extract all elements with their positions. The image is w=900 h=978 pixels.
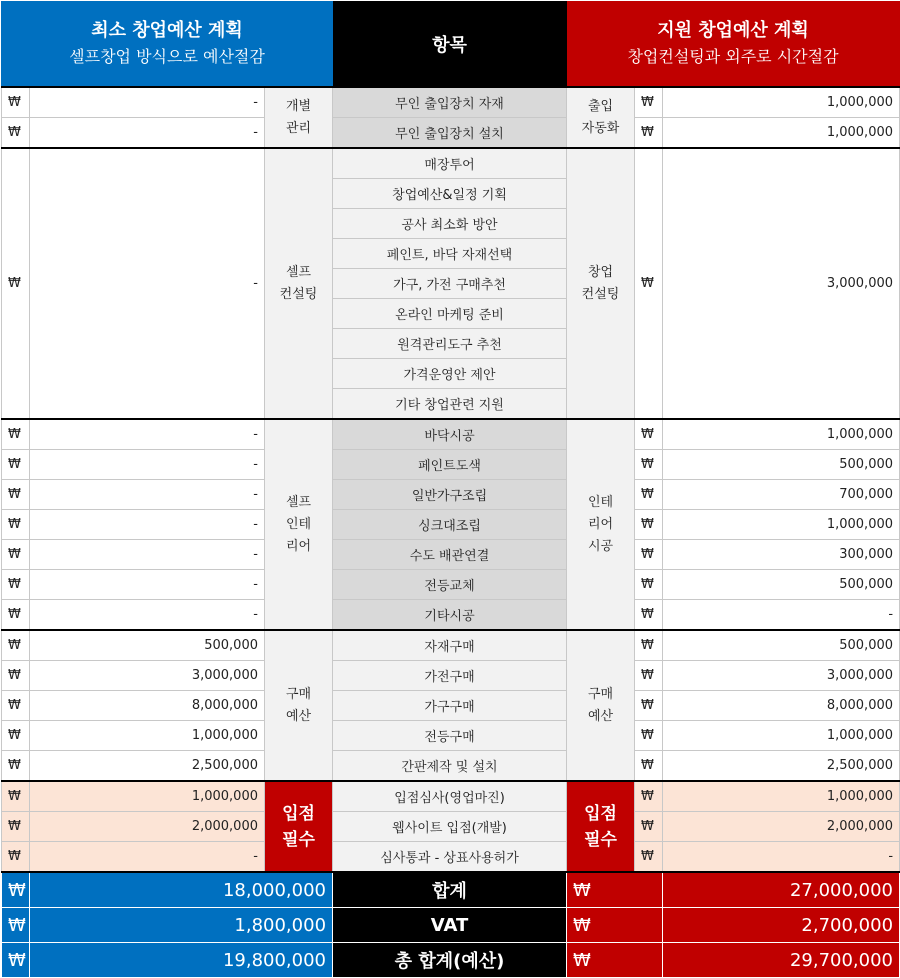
item-name: 가구구매: [333, 691, 567, 721]
left-amount: -: [30, 600, 265, 631]
right-currency: ₩: [635, 540, 663, 570]
table-row: [2, 600, 900, 631]
item-name: 매장투어: [333, 148, 567, 179]
right-currency: ₩: [635, 510, 663, 540]
item-name: 심사통과 - 상표사용허가: [333, 842, 567, 873]
item-name: 페인트, 바닥 자재선택: [333, 239, 567, 269]
table-row: [2, 450, 900, 480]
left-currency: ₩: [2, 630, 30, 661]
left-amount: -: [30, 419, 265, 450]
left-amount: -: [30, 842, 265, 873]
left-currency: ₩: [2, 812, 30, 842]
table-row: [2, 751, 900, 782]
right-total-amount: 27,000,000: [663, 872, 900, 908]
right-currency: ₩: [635, 450, 663, 480]
right-currency: ₩: [635, 691, 663, 721]
item-name: 기타시공: [333, 600, 567, 631]
left-plan-title: 최소 창업예산 계획: [91, 20, 243, 41]
right-currency: ₩: [635, 721, 663, 751]
item-name: 수도 배관연결: [333, 540, 567, 570]
left-plan-header: [2, 2, 333, 88]
table-row: [2, 87, 900, 118]
left-amount: -: [30, 87, 265, 118]
table-row: [2, 570, 900, 600]
left-currency: ₩: [2, 721, 30, 751]
right-amount: 300,000: [663, 540, 900, 570]
left-total-currency: ₩: [2, 943, 30, 978]
table-row: [2, 148, 900, 179]
table-row: [2, 721, 900, 751]
table-row: [2, 812, 900, 842]
right-amount: 1,000,000: [663, 419, 900, 450]
right-amount: 3,000,000: [663, 661, 900, 691]
left-currency: ₩: [2, 510, 30, 540]
table-row: [2, 781, 900, 812]
item-name: 원격관리도구 추천: [333, 329, 567, 359]
right-amount: 500,000: [663, 450, 900, 480]
table-row: [2, 540, 900, 570]
right-amount: -: [663, 842, 900, 873]
left-amount: 2,500,000: [30, 751, 265, 782]
item-name: 무인 출입장치 설치: [333, 118, 567, 149]
right-amount: -: [663, 600, 900, 631]
right-amount: 1,000,000: [663, 510, 900, 540]
table-row: [2, 842, 900, 873]
budget-table: [1, 1, 900, 978]
right-amount: 1,000,000: [663, 87, 900, 118]
right-amount: 700,000: [663, 480, 900, 510]
right-currency: ₩: [635, 600, 663, 631]
left-amount: 8,000,000: [30, 691, 265, 721]
left-currency: ₩: [2, 751, 30, 782]
left-currency: ₩: [2, 419, 30, 450]
total-label: 합계: [333, 872, 567, 908]
right-plan-header: [567, 2, 900, 88]
left-amount: -: [30, 570, 265, 600]
right-category: 인테 리어 시공: [567, 419, 635, 630]
left-amount: 3,000,000: [30, 661, 265, 691]
right-amount: 1,000,000: [663, 118, 900, 149]
left-currency: ₩: [2, 480, 30, 510]
left-plan-subtitle: 셀프창업 방식으로 예산절감: [69, 47, 265, 66]
right-currency: ₩: [635, 87, 663, 118]
right-currency: ₩: [635, 812, 663, 842]
left-amount: -: [30, 540, 265, 570]
right-total-amount: 29,700,000: [663, 943, 900, 978]
table-row: [2, 419, 900, 450]
left-currency: ₩: [2, 661, 30, 691]
item-name: 자재구매: [333, 630, 567, 661]
item-name: 싱크대조립: [333, 510, 567, 540]
right-currency: ₩: [635, 661, 663, 691]
right-currency: ₩: [635, 751, 663, 782]
total-row: [2, 943, 900, 978]
item-name: 바닥시공: [333, 419, 567, 450]
right-category: 구매 예산: [567, 630, 635, 781]
left-currency: ₩: [2, 87, 30, 118]
item-name: 간판제작 및 설치: [333, 751, 567, 782]
right-plan-title: 지원 창업예산 계획: [657, 20, 809, 41]
item-name: 기타 창업관련 지원: [333, 389, 567, 420]
left-category: 입점 필수: [265, 781, 333, 872]
item-name: 가전구매: [333, 661, 567, 691]
right-total-currency: ₩: [567, 908, 663, 943]
right-total-currency: ₩: [567, 872, 663, 908]
right-amount: 2,000,000: [663, 812, 900, 842]
left-total-currency: ₩: [2, 872, 30, 908]
left-category: 셀프 컨설팅: [265, 148, 333, 419]
left-category: 구매 예산: [265, 630, 333, 781]
left-total-currency: ₩: [2, 908, 30, 943]
item-name: 가격운영안 제안: [333, 359, 567, 389]
right-amount: 500,000: [663, 570, 900, 600]
item-name: 가구, 가전 구매추천: [333, 269, 567, 299]
right-category: 창업 컨설팅: [567, 148, 635, 419]
item-name: 전등구매: [333, 721, 567, 751]
right-total-amount: 2,700,000: [663, 908, 900, 943]
right-currency: ₩: [635, 781, 663, 812]
table-row: [2, 510, 900, 540]
total-row: [2, 908, 900, 943]
item-name: 창업예산&일정 기획: [333, 179, 567, 209]
left-amount: -: [30, 450, 265, 480]
item-name: 페인트도색: [333, 450, 567, 480]
total-label: VAT: [333, 908, 567, 943]
table-row: [2, 630, 900, 661]
right-currency: ₩: [635, 630, 663, 661]
right-amount: 8,000,000: [663, 691, 900, 721]
right-currency: ₩: [635, 148, 663, 419]
right-total-currency: ₩: [567, 943, 663, 978]
left-currency: ₩: [2, 540, 30, 570]
item-name: 입점심사(영업마진): [333, 781, 567, 812]
item-name: 무인 출입장치 자재: [333, 87, 567, 118]
total-row: [2, 872, 900, 908]
right-category: 출입 자동화: [567, 87, 635, 148]
item-name: 공사 최소화 방안: [333, 209, 567, 239]
left-currency: ₩: [2, 570, 30, 600]
left-currency: ₩: [2, 148, 30, 419]
item-name: 온라인 마케팅 준비: [333, 299, 567, 329]
right-category: 입점 필수: [567, 781, 635, 872]
right-currency: ₩: [635, 480, 663, 510]
item-name: 일반가구조립: [333, 480, 567, 510]
left-category: 개별 관리: [265, 87, 333, 148]
left-amount: -: [30, 118, 265, 149]
left-amount: -: [30, 148, 265, 419]
left-currency: ₩: [2, 450, 30, 480]
right-amount: 1,000,000: [663, 721, 900, 751]
left-amount: -: [30, 510, 265, 540]
left-total-amount: 1,800,000: [30, 908, 333, 943]
right-amount: 2,500,000: [663, 751, 900, 782]
left-total-amount: 19,800,000: [30, 943, 333, 978]
table-row: [2, 661, 900, 691]
left-currency: ₩: [2, 118, 30, 149]
right-amount: 500,000: [663, 630, 900, 661]
right-amount: 1,000,000: [663, 781, 900, 812]
left-category: 셀프 인테 리어: [265, 419, 333, 630]
table-row: [2, 691, 900, 721]
right-plan-subtitle: 창업컨설팅과 외주로 시간절감: [627, 47, 839, 66]
left-amount: 500,000: [30, 630, 265, 661]
right-currency: ₩: [635, 118, 663, 149]
item-name: 웹사이트 입점(개발): [333, 812, 567, 842]
left-amount: 2,000,000: [30, 812, 265, 842]
item-column-header: 항목: [333, 2, 567, 88]
left-amount: -: [30, 480, 265, 510]
table-row: [2, 118, 900, 149]
left-amount: 1,000,000: [30, 721, 265, 751]
left-currency: ₩: [2, 781, 30, 812]
right-amount: 3,000,000: [663, 148, 900, 419]
left-total-amount: 18,000,000: [30, 872, 333, 908]
right-currency: ₩: [635, 570, 663, 600]
left-currency: ₩: [2, 842, 30, 873]
budget-body: [2, 87, 900, 978]
right-currency: ₩: [635, 419, 663, 450]
left-currency: ₩: [2, 600, 30, 631]
table-row: [2, 480, 900, 510]
left-currency: ₩: [2, 691, 30, 721]
right-currency: ₩: [635, 842, 663, 873]
header-row: [2, 2, 900, 88]
left-amount: 1,000,000: [30, 781, 265, 812]
item-name: 전등교체: [333, 570, 567, 600]
total-label: 총 합계(예산): [333, 943, 567, 978]
